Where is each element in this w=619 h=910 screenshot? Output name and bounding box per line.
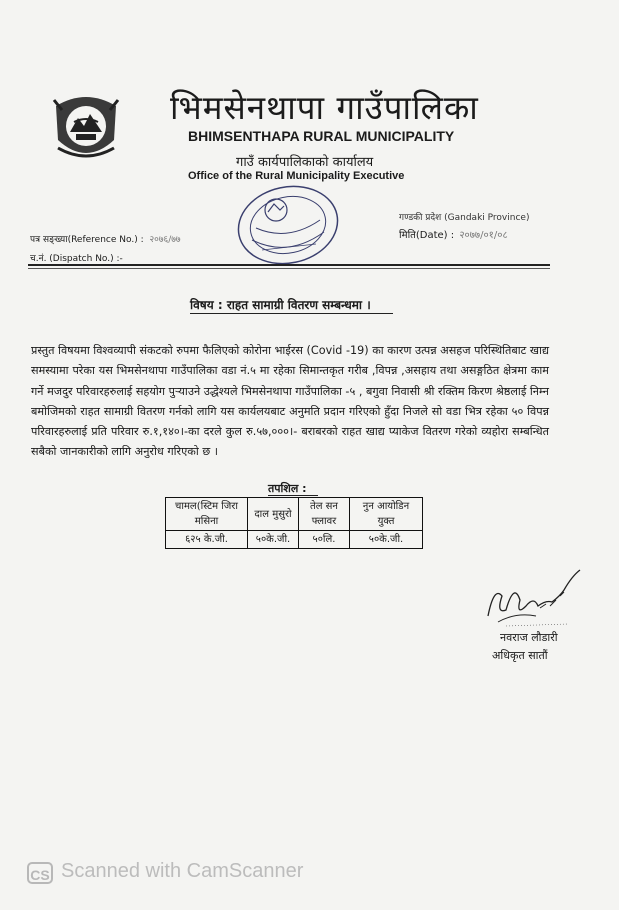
- table-row: [166, 531, 423, 549]
- scanner-watermark: Scanned with CamScanner: [61, 860, 304, 882]
- reference-value: २०७६/७७: [149, 235, 181, 245]
- date-field: [399, 227, 508, 241]
- signer-designation: अधिकृत सातौं: [492, 649, 548, 662]
- office-name-english: Office of the Rural Municipality Executive: [188, 170, 405, 182]
- letter-subject: विषय : राहत सामाग्री वितरण सम्बन्धमा ।: [190, 298, 371, 312]
- municipality-title-nepali: भिमसेनथापा गाउँपालिका: [170, 88, 479, 127]
- header-lentils: दाल मुसुरो: [248, 498, 299, 531]
- municipality-title-english: BHIMSENTHAPA RURAL MUNICIPALITY: [188, 128, 455, 144]
- signer-name: नवराज लौडारी: [500, 631, 558, 644]
- header-salt: नुन आयोडिन युक्त: [350, 498, 423, 531]
- office-stamp: [232, 180, 344, 270]
- camscanner-logo-icon: CS: [27, 862, 53, 884]
- office-name-nepali: गाउँ कार्यपालिकाको कार्यालय: [236, 155, 374, 170]
- reference-label: पत्र सङ्ख्या(Reference No.) :: [30, 235, 144, 245]
- municipality-emblem-icon: [48, 86, 124, 166]
- value-salt: ५०के.जी.: [350, 531, 423, 549]
- handwritten-signature: [476, 566, 584, 632]
- header-rice: चामल(स्टिम जिरा मसिना: [166, 498, 248, 531]
- table-caption-underline: [268, 495, 318, 496]
- table-caption: तपशिल :: [268, 482, 307, 495]
- dispatch-number-field: च.नं. (Dispatch No.) :-: [30, 254, 123, 264]
- date-value: २०७७/०१/०८: [459, 230, 508, 241]
- letter-body: प्रस्तुत विषयमा विश्वव्यापी संकटको रुपमा फैलिएको कोरोना भाईरस (Covid -19) का कारण उत्पन्न असहज परिस्थितिबाट खाद्य समस्यामा परेका यस भिमसेनथापा गाउँपालिका वडा नं.५ मा रहेका सिमान्तकृत गरीब ,विपन्न ,असहाय तथा असङ्गठित क्षेत्रमा काम गर्ने मजदुर परिवारहरुलाई सहयोग पुऱ्याउने उद्धेश्यले भिमसेनथापा गाउँपालिका -५ , बगुवा निवासी श्री रक्तिम किरण श्रेष्ठलाई निम्न बमोजिमको राहत सामाग्री वितरण गर्नको लागि यस कार्यलयबाट अनुमति प्रदान गरिएको हुँदा निजले सो वडा भित्र रहेका ५० विपन्न परिवारहरुलाई प्रति परिवार रु.१,१४०।-का दरले कुल रु.५७,०००।- बराबरको राहत खाद्य प्याकेज वितरण गरेको व्यहोरा सम्बन्धित सबैको जानकारीको लागि अनुरोध गरिएको छ ।: [31, 344, 549, 459]
- subject-underline: [190, 313, 393, 314]
- header-oil: तेल सन फ्लावर: [299, 498, 350, 531]
- date-label: मिति(Date) :: [399, 230, 455, 241]
- value-rice: ६२५ के.जी.: [166, 531, 248, 549]
- value-lentils: ५०के.जी.: [248, 531, 299, 549]
- reference-number-field: [30, 232, 181, 245]
- table-header-row: [166, 498, 423, 531]
- province-label: गण्डकी प्रदेश (Gandaki Province): [399, 213, 530, 223]
- header-divider: [28, 264, 550, 266]
- relief-items-table: [165, 497, 423, 549]
- value-oil: ५०लि.: [299, 531, 350, 549]
- header-divider-thin: [28, 268, 550, 269]
